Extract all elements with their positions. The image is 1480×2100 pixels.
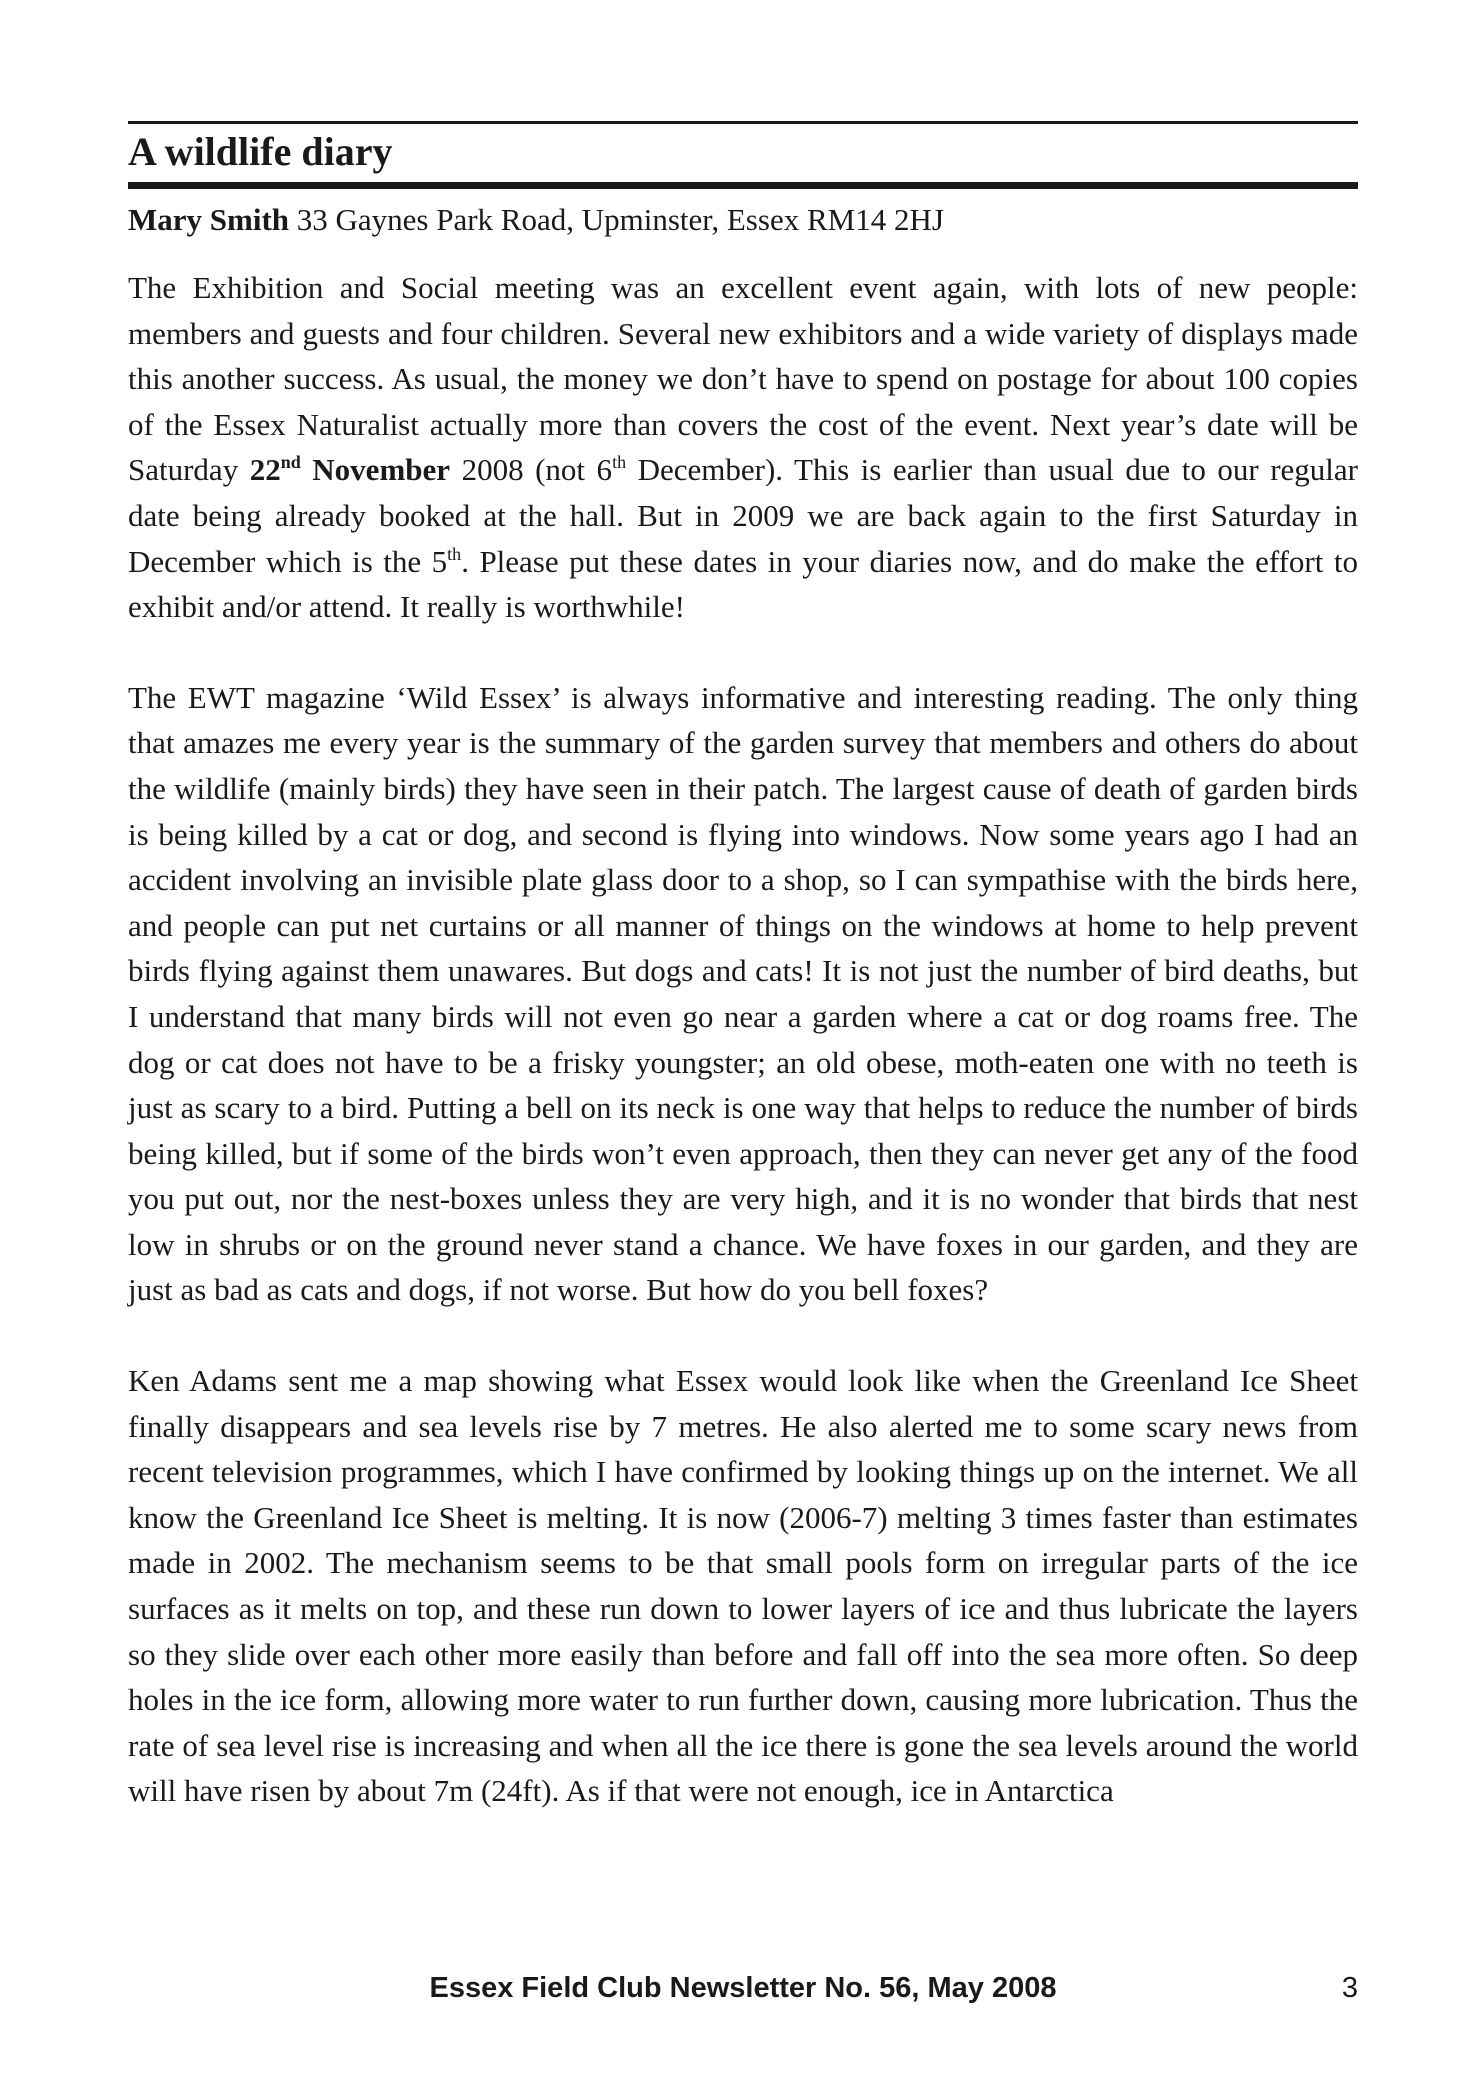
article-title: A wildlife diary bbox=[128, 129, 393, 174]
paragraph-1-text-c: December). This is earlier than usual due to our regular date being already booked at the hall. But in 2009 we are back again to the first Saturday in December which is the 5 bbox=[128, 452, 1358, 579]
paragraph-1-text-d: . Please put these dates in your diaries now, and do make the effort to exhibit and/or attend. It really is worthwhile! bbox=[128, 543, 1358, 625]
meeting-date-day: 22 bbox=[249, 452, 281, 488]
meeting-date-suffix: nd bbox=[280, 452, 301, 473]
paragraph-1-text-b: 2008 (not 6 bbox=[450, 452, 613, 488]
page-number: 3 bbox=[1341, 1972, 1358, 2004]
paragraph-3: Ken Adams sent me a map showing what Essex would look like when the Greenland Ice Sheet finally disappears and sea levels rise by 7 metres. He also alerted me to some scary news from recent television programmes, which I have confirmed by looking things up on the internet. We all know the Greenland Ice Sheet is melting. It is now (2006-7) melting 3 times faster than estimates made in 2002. The mechanism seems to be that small pools form on irregular parts of the ice surfaces as it melts on top, and these run down to lower layers of ice and thus lubricate the layers so they slide over each other more easily than before and fall off into the sea more often. So deep holes in the ice form, allowing more water to run further down, causing more lubrication. Thus the rate of sea level rise is increasing and when all the ice there is gone the sea levels around the world will have risen by about 7m (24ft). As if that were not enough, ice in Antarctica bbox=[128, 1363, 1358, 1809]
author-name: Mary Smith bbox=[128, 202, 290, 237]
author-byline bbox=[128, 200, 1358, 240]
page-footer bbox=[128, 1970, 1358, 2010]
title-bottom-rule bbox=[128, 182, 1358, 189]
paragraph-2: The EWT magazine ‘Wild Essex’ is always informative and interesting reading. The only thing that amazes me every year is the summary of the garden survey that members and others do about the wildlife (mainly birds) they have seen in their patch. The largest cause of death of garden birds is being killed by a cat or dog, and second is flying into windows. Now some years ago I had an accident involving an invisible plate glass door to a shop, so I can sympathise with the birds here, and people can put net curtains or all manner of things on the windows at home to help prevent birds flying against them unawares. But dogs and cats! It is not just the number of bird deaths, but I understand that many birds will not even go near a garden where a cat or dog roams free. The dog or cat does not have to be a frisky youngster; an old obese, moth-eaten one with no teeth is just as scary to a bird. Putting a bell on its neck is one way that helps to reduce the number of birds being killed, but if some of the birds won’t even approach, then they can never get any of the food you put out, nor the nest-boxes unless they are very high, and it is no wonder that birds that nest low in shrubs or on the ground never stand a chance. We have foxes in our garden, and they are just as bad as cats and dogs, if not worse. But how do you bell foxes? bbox=[128, 679, 1358, 1308]
meeting-date bbox=[250, 452, 450, 487]
paragraph-1 bbox=[128, 265, 1358, 630]
article-body bbox=[128, 265, 1358, 1859]
not-date-suffix: th bbox=[612, 452, 627, 473]
title-top-rule bbox=[128, 121, 1358, 124]
paragraph-1-text-a: The Exhibition and Social meeting was an excellent event again, with lots of new people: members and guests and four children. Several new exhibitors and a wide variety of displays made this another success. As usual, the money we don’t have to spend on postage for about 100 copies of the Essex Naturalist actually more than covers the cost of the event. Next year’s date will be Saturday bbox=[128, 270, 1358, 488]
author-address: 33 Gaynes Park Road, Upminster, Essex RM14 2HJ bbox=[296, 202, 944, 237]
fifth-suffix: th bbox=[447, 543, 462, 564]
publication-title: Essex Field Club Newsletter No. 56, May 2008 bbox=[429, 1972, 1057, 2004]
meeting-date-month: November bbox=[312, 452, 451, 488]
